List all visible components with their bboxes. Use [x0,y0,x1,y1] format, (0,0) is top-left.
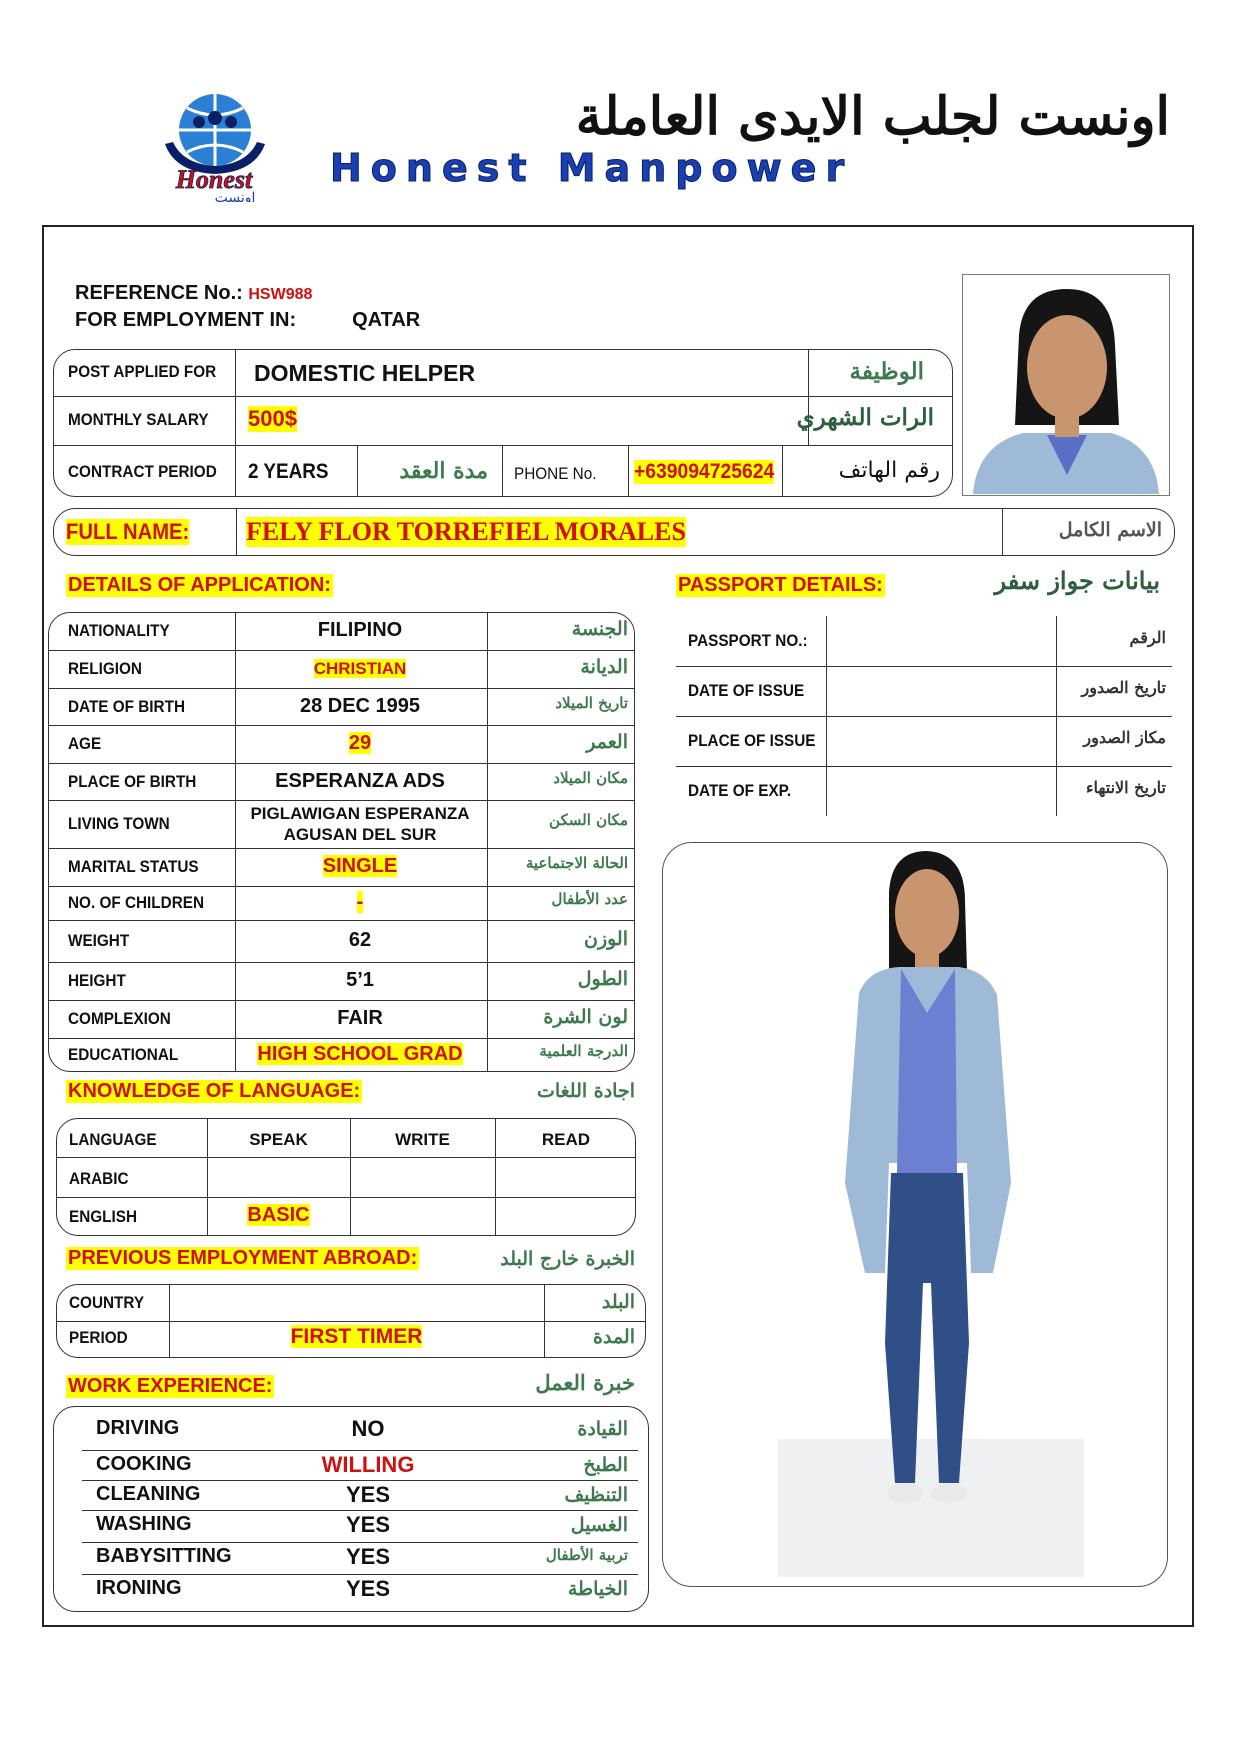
details-value [234,732,486,755]
company-arabic-name: اونست لجلب الايدى العاملة [575,86,1170,147]
details-row-divider [48,763,635,764]
details-value-text: ESPERANZA ADS [275,769,445,792]
passport-label: PASSPORT NO.: [688,631,808,650]
full-name-arabic: الاسم الكامل [1058,519,1162,541]
details-value [234,657,486,680]
globe-hands-logo-icon [135,92,293,202]
details-value [234,1043,486,1066]
full-name-box [53,508,1175,556]
passport-arabic: تاريخ الانتهاء [1085,778,1166,797]
svg-text:Honest: Honest [175,165,253,194]
previous-country-arabic: البلد [601,1291,635,1313]
details-label: EDUCATIONAL [68,1045,179,1064]
language-header-write: WRITE [395,1130,450,1149]
details-arabic: مكان الميلاد [553,768,628,787]
post-value: DOMESTIC HELPER [254,360,476,386]
company-english-name: Honest Manpower [330,146,854,190]
details-value [234,969,486,992]
details-row-divider [48,1038,635,1039]
work-arabic: الخياطة [567,1578,628,1600]
work-title: WORK EXPERIENCE: [68,1375,273,1397]
previous-employment-table [56,1284,646,1358]
details-label: COMPLEXION [68,1009,171,1028]
contract-value: 2 YEARS [248,460,329,483]
work-row-divider [82,1574,638,1575]
details-row-divider [48,848,635,849]
post-label: POST APPLIED FOR [68,362,217,381]
passport-arabic: مكاز الصدور [1083,728,1166,747]
passport-label: DATE OF ISSUE [688,681,805,700]
work-value: YES [345,1512,391,1537]
work-arabic: القيادة [577,1418,628,1440]
work-row-divider [82,1480,638,1481]
passport-arabic: الرقم [1129,628,1166,647]
details-value-text: 29 [348,732,372,754]
svg-text:اونست: اونست [214,190,256,202]
portrait-photo [962,274,1170,496]
work-row-divider [82,1450,638,1451]
details-label: LIVING TOWN [68,814,170,833]
work-arabic: التنظيف [564,1484,628,1506]
work-label: DRIVING [96,1417,180,1439]
work-value: WILLING [321,1452,415,1477]
details-value-text: 5’1 [346,969,374,991]
work-label: COOKING [96,1453,192,1475]
details-arabic: مكان السكن [549,811,628,829]
employment-country: FOR EMPLOYMENT IN: QATAR [75,309,421,331]
details-arabic: لون الشرة [543,1006,628,1028]
salary-arabic: الرات الشهري [796,404,934,431]
details-value [234,803,486,845]
details-value-line2: AGUSAN DEL SUR [283,825,437,844]
details-title: DETAILS OF APPLICATION: [68,574,331,596]
details-label: DATE OF BIRTH [68,696,186,716]
passport-label: PLACE OF ISSUE [688,731,816,750]
details-arabic: الجنسة [571,618,628,640]
country-value: QATAR [352,309,421,331]
reference-number: REFERENCE No.: HSW988 [75,282,313,304]
full-name-label: FULL NAME: [66,519,190,544]
details-arabic: عدد الأطفال [551,890,628,908]
details-value [234,619,486,642]
previous-period-arabic: المدة [593,1326,635,1348]
details-value-text: 28 DEC 1995 [299,694,421,717]
salary-label: MONTHLY SALARY [68,410,209,429]
details-value [234,891,486,914]
details-label: PLACE OF BIRTH [68,771,197,791]
passport-title: PASSPORT DETAILS: [678,574,883,596]
work-arabic: الغسيل [570,1514,628,1536]
language-header-speak: SPEAK [249,1130,308,1149]
details-label: NO. OF CHILDREN [68,893,204,912]
contract-arabic: مدة العقد [399,458,488,484]
details-row-divider [48,650,635,651]
work-label: WASHING [96,1513,192,1535]
work-label: CLEANING [96,1483,201,1505]
work-arabic-title: خبرة العمل [535,1370,635,1395]
details-row-divider [48,962,635,963]
work-label: BABYSITTING [96,1545,232,1567]
details-value [234,770,486,793]
details-value [234,855,486,878]
details-value [234,1007,486,1030]
work-row-divider [82,1510,638,1511]
post-arabic: الوظيفة [849,358,924,385]
phone-label: PHONE No. [514,464,597,483]
work-arabic: تربية الأطفال [545,1546,628,1564]
previous-arabic-title: الخبرة خارج البلد [500,1248,635,1270]
details-row-divider [48,800,635,801]
language-table [56,1118,636,1236]
details-value [234,695,486,718]
passport-arabic: تاريخ الصدور [1081,678,1166,697]
details-value-text: FILIPINO [317,619,403,641]
details-value-line1: PIGLAWIGAN ESPERANZA [250,804,470,823]
contract-label: CONTRACT PERIOD [68,462,217,481]
previous-title: PREVIOUS EMPLOYMENT ABROAD: [68,1247,418,1269]
work-value: YES [345,1576,391,1601]
details-label: WEIGHT [68,931,130,950]
details-value-text: HIGH SCHOOL GRAD [257,1043,463,1065]
details-arabic: الطول [577,968,628,990]
post-salary-contract-box [53,349,953,497]
details-arabic: الوزن [583,928,628,950]
phone-arabic: رقم الهاتف [838,458,940,483]
work-arabic: الطبخ [583,1454,628,1476]
details-row-divider [48,688,635,689]
details-row-divider [48,920,635,921]
details-value [234,929,486,952]
language-english-label: ENGLISH [69,1207,138,1226]
details-label: AGE [68,734,102,753]
work-label: IRONING [96,1577,182,1599]
language-header-read: READ [541,1130,591,1149]
salary-value: 500$ [248,406,297,431]
details-value-text: FAIR [337,1007,383,1029]
details-value-text: 62 [348,929,372,951]
details-arabic: العمر [586,731,628,753]
details-label: RELIGION [68,659,142,678]
details-label: HEIGHT [68,971,126,990]
details-arabic: تاريخ الميلاد [555,693,628,712]
details-arabic: الحالة الاجتماعية [525,854,628,872]
work-value: NO [351,1416,385,1441]
passport-label: DATE OF EXP. [688,781,792,800]
details-row-divider [48,725,635,726]
previous-country-label: COUNTRY [69,1293,145,1312]
phone-value: +639094725624 [634,460,775,483]
language-arabic-label: ARABIC [69,1169,129,1188]
details-row-divider [48,886,635,887]
details-value-text: CHRISTIAN [313,659,407,678]
details-label: MARITAL STATUS [68,857,199,876]
details-arabic: الديانة [580,656,628,678]
details-value-text: SINGLE [322,855,398,877]
previous-period-label: PERIOD [69,1328,128,1347]
previous-period-value: FIRST TIMER [290,1325,423,1348]
work-value: YES [345,1544,391,1569]
full-body-photo [662,842,1168,1587]
company-logo [135,92,293,202]
details-arabic: الدرجة العلمية [539,1042,628,1060]
details-label: NATIONALITY [68,621,170,640]
reference-code: HSW988 [248,286,313,303]
passport-arabic-title: بيانات جواز سفر [994,566,1160,595]
details-row-divider [48,1000,635,1001]
full-name-value: FELY FLOR TORREFIEL MORALES [246,517,686,546]
english-speak-value: BASIC [247,1204,310,1226]
language-title: KNOWLEDGE OF LANGUAGE: [68,1080,361,1102]
language-header-language: LANGUAGE [69,1130,157,1149]
work-value: YES [345,1482,391,1507]
work-row-divider [82,1542,638,1543]
details-value-text: - [356,891,364,913]
language-arabic-title: اجادة اللغات [536,1080,635,1102]
